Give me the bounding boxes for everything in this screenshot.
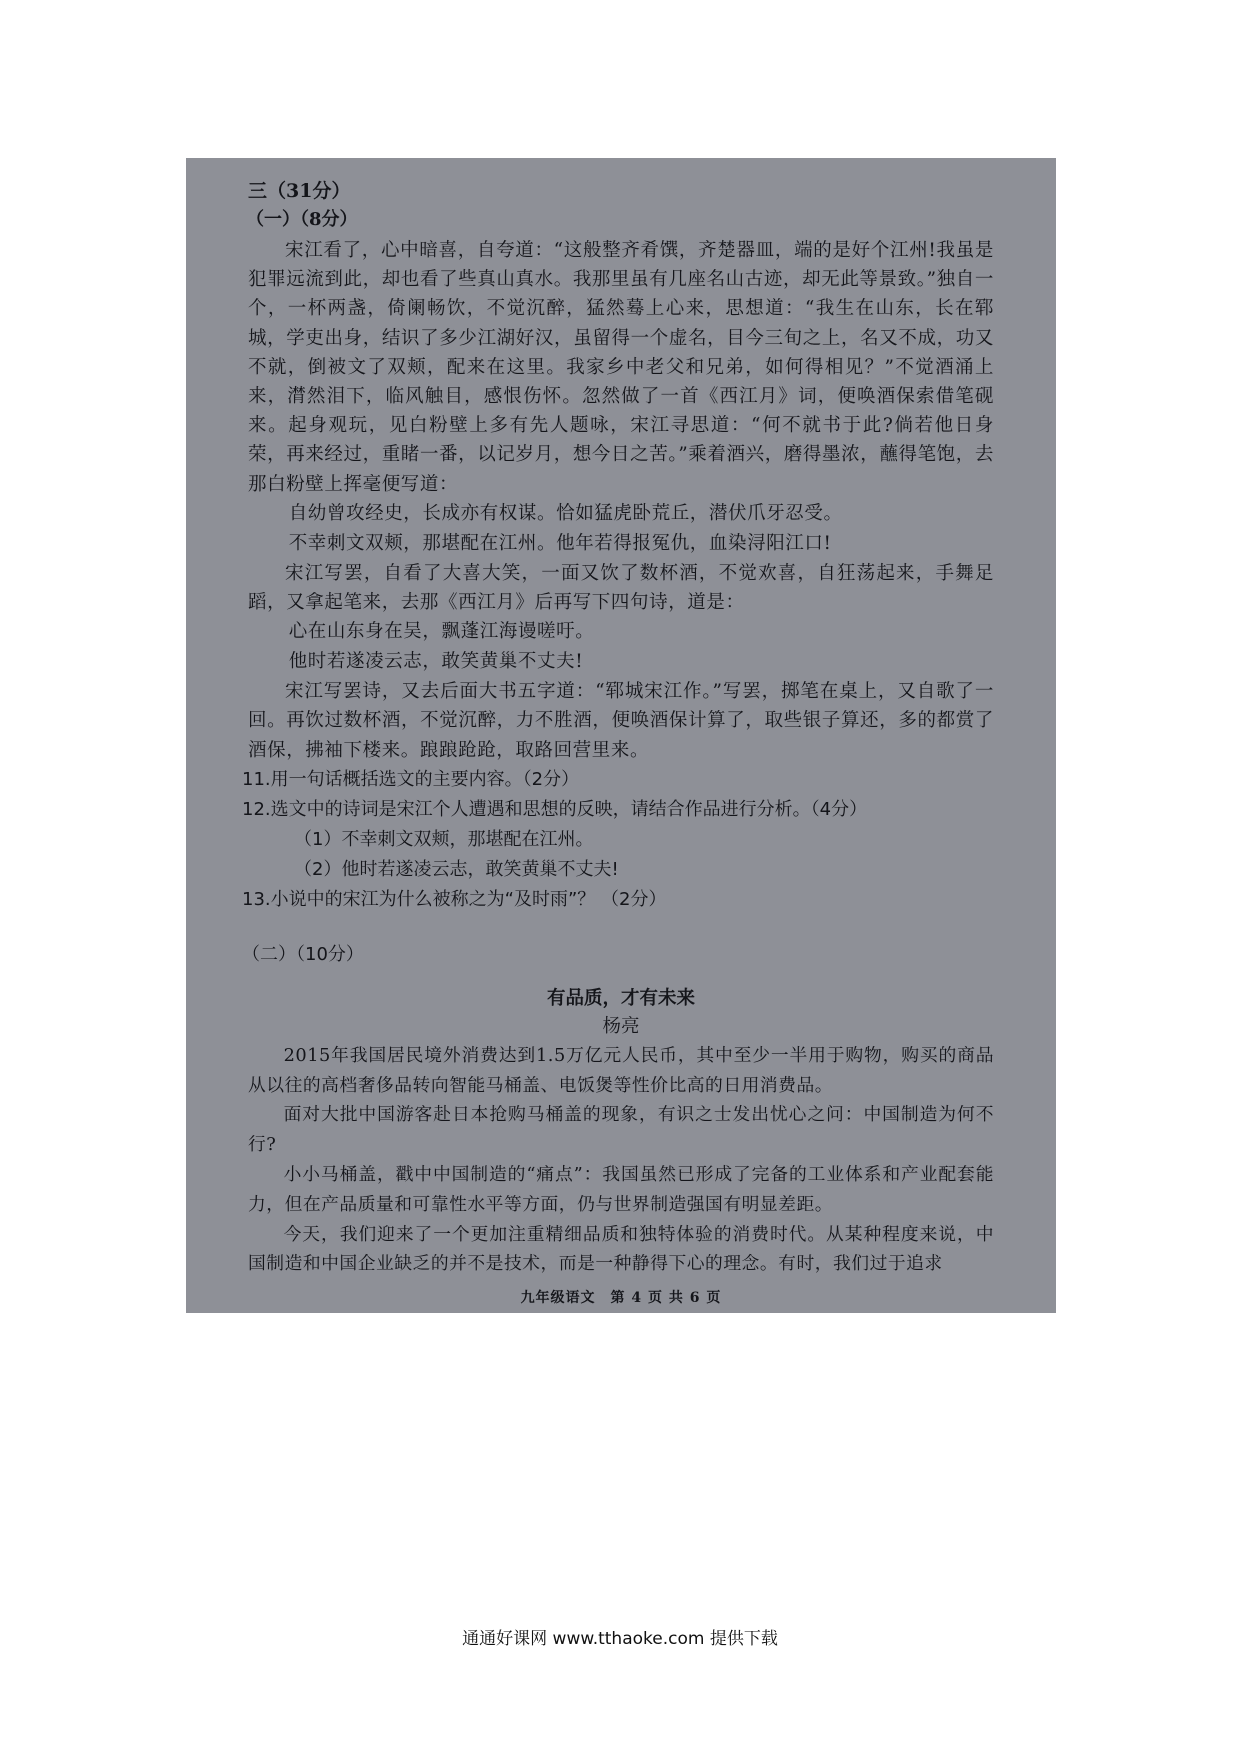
part1-label: （一）（8分）	[246, 209, 358, 230]
poem-line: 他时若遂凌云志，敢笑黄巢不丈夫!	[288, 651, 584, 673]
question-12: 12.选文中的诗词是宋江个人遭遇和思想的反映，请结合作品进行分析。（4分）	[242, 798, 868, 820]
part1-paragraph-2: 宋江写罢，自看了大喜大笑，一面又饮了数杯酒，不觉欢喜，自狂荡起来，手舞足蹈，又拿起笔来，去那《西江月》后再写下四句诗，道是：	[248, 562, 994, 614]
page-footer: 九年级语文 第 4 页 共 6 页	[520, 1290, 722, 1306]
article-paragraph: 2015年我国居民境外消费达到1.5万亿元人民币，其中至少一半用于购物，购买的商品从以往的高档奢侈品转向智能马桶盖、电饭煲等性价比高的日用消费品。	[248, 1044, 994, 1096]
download-watermark: 通通好课网 www.tthaoke.com 提供下载	[462, 1629, 778, 1649]
sub-question-1: （1）不幸刺文双颊，那堪配在江州。	[294, 828, 594, 850]
section-header: 三（31分）	[248, 180, 351, 202]
part2-label: （二）（10分）	[242, 943, 364, 965]
poem-line: 心在山东身在吴，飘蓬江海谩嗟吁。	[288, 621, 595, 643]
question-13: 13.小说中的宋江为什么被称之为“及时雨”？ （2分）	[242, 888, 667, 910]
sub-question-2: （2）他时若遂凌云志，敢笑黄巢不丈夫!	[294, 858, 619, 880]
part1-paragraph-3: 宋江写罢诗，又去后面大书五字道：“郓城宋江作。”写罢，掷笔在桌上，又自歌了一回。再饮过数杯酒，不觉沉醉，力不胜酒，便唤酒保计算了，取些银子算还，多的都赏了酒保，拂袖下楼来。踉踉跄跄，取路回营里来。	[248, 681, 994, 761]
article-paragraph: 面对大批中国游客赴日本抢购马桶盖的现象，有识之士发出忧心之问：中国制造为何不行?	[248, 1104, 994, 1156]
part1-paragraph: 宋江看了，心中暗喜，自夸道：“这般整齐肴馔，齐楚器皿，端的是好个江州!我虽是犯罪远流到此，却也看了些真山真水。我那里虽有几座名山古迹，却无此等景致。”独自一个，一杯两盏，倚阑畅饮，不觉沉醉，猛然蓦上心来，思想道：“我生在山东，长在郓城，学吏出身，结识了多少江湖好汉，虽留得一个虚名，目今三旬之上，名又不成，功又不就，倒被文了双颊，配来在这里。我家乡中老父和兄弟，如何得相见？”不觉酒涌上来，潸然泪下，临风触目，感恨伤怀。忽然做了一首《西江月》词，便唤酒保索借笔砚来。起身观玩，见白粉壁上多有先人题咏，宋江寻思道：“何不就书于此?倘若他日身荣，再来经过，重睹一番，以记岁月，想今日之苦。”乘着酒兴，磨得墨浓，蘸得笔饱，去那白粉壁上挥毫便写道：	[248, 240, 994, 495]
article-title: 有品质，才有未来	[546, 987, 695, 1009]
article-paragraph: 小小马桶盖，戳中中国制造的“痛点”：我国虽然已形成了完备的工业体系和产业配套能力，但在产品质量和可靠性水平等方面，仍与世界制造强国有明显差距。	[248, 1164, 994, 1215]
article-paragraph: 今天，我们迎来了一个更加注重精细品质和独特体验的消费时代。从某种程度来说，中国制造和中国企业缺乏的并不是技术，而是一种静得下心的理念。有时，我们过于追求	[248, 1223, 994, 1275]
poem-line: 自幼曾攻经史，长成亦有权谋。恰如猛虎卧荒丘，潜伏爪牙忍受。	[288, 502, 843, 524]
scanned-exam-page	[186, 158, 1056, 1313]
question-11: 11.用一句话概括选文的主要内容。（2分）	[242, 768, 580, 790]
poem-line: 不幸刺文双颊，那堪配在江州。他年若得报冤仇，血染浔阳江口!	[288, 532, 832, 554]
article-author: 杨亮	[602, 1015, 640, 1037]
